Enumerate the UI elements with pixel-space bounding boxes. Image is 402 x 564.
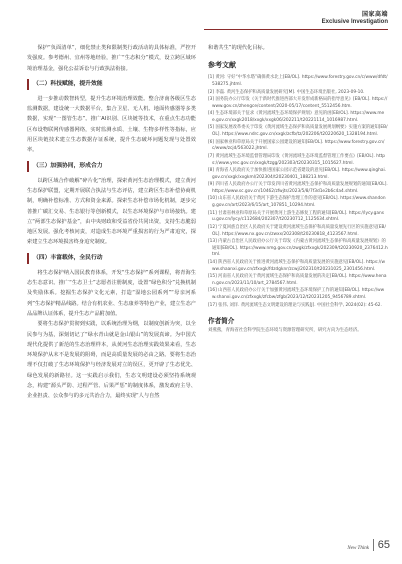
header-divider bbox=[204, 29, 388, 30]
reference-item: [2] 李磊. 黄河生态保护和高质量发展研究[M]. 中国生态环境出版社, 2023-09-10. bbox=[208, 89, 365, 95]
section-heading: （二）科技赋能，提升效能 bbox=[27, 79, 196, 90]
reference-item: [8] 青海省人民政府关于加快推进国家公园示范省建设的意见[EB/OL]. https://www.qinghai.gov.cn/xxgk/xxgkml/202304/t20230401_188213.html. bbox=[208, 168, 387, 180]
page-number: 65 bbox=[377, 539, 390, 551]
body-paragraph: 以跨区域合作破解“碎片化”治理，探索黄河生态治理模式，建立黄河生态保护联盟，定期开展联合执法与生态评估，建立跨区生态补偿协商机制，明确补偿标准、方式和资金来源。探索生态补偿市场化机制，逐步完善推广碳汇交易、生态银行等创新模式，以生态环境保护与市场接轨。建立“两部生态保护基金”，由中央财政和受益省份共同出资，支持生态脆弱地区发展。强化考核问责，对造成生态环境严重损害的行为严肃追究，探索建立生态环境损害终身追究制度。 bbox=[27, 177, 196, 246]
reference-item: [16] 山西省人民政府办公厅关于加强黄河流域生态环境保护工作的通知[EB/OL]. https://www.shanxi.gov.cn/zfxxgk/zfcbw/zfgb/2023/12/t20231205_9456789.shtml. bbox=[208, 288, 385, 301]
reference-item: [13] 内蒙古自治区人民政府办公厅关于印发《内蒙古黄河流域生态保护和高质量发展规划》的通知[EB/OL]. https://www.nmg.gov.cn/zwgk/zfxxgk/202309/t20230920_2376412.html. bbox=[208, 239, 388, 258]
reference-item: [6] 国家林业和草原局关于开展国家公园建设的通知[EB/OL]. https://www.forestry.gov.cn/c/www/zcjd/563022.jhtml. bbox=[208, 139, 385, 152]
author-bio-title: 作者简介 bbox=[208, 317, 235, 326]
body-paragraph: 保护“负面清单”，细化禁止类和限制类行政活动的具体标准，严控开发强度。参考德州、宜州等地经验，推广“生态积分”模式，设立跨区域环境治理基金，强化公益诉讼与行政执法衔接。 bbox=[27, 45, 196, 72]
reference-item: [1] 黄河: 守好“中华水塔”确保黄水北上[EB/OL]. https://www.forestry.gov.cn/c/www/dfdt/538275.jhtml. bbox=[208, 75, 388, 87]
header-title-cn: 国家高端 bbox=[361, 11, 388, 18]
right-column bbox=[208, 43, 388, 335]
reference-item: [15] 河南省人民政府关于黄河流域生态保护和高质量发展的决定[EB/OL]. https://www.henan.gov.cn/2023/11/10/art_2784567.html. bbox=[208, 274, 387, 286]
body-paragraph: 将生态保护纳入国民教育体系，开发“生态保护”系列课程，将青海生态生态意识。推广“生态卫士”志愿者注册制度，设置“绿色积分”兑换机制及奖励体系。挖掘生态保护文化元素，打造“湿地公园系列”“母亲河系列”生态保护精品线路。结合有机农业、生态康养等特色产业，建立生态产品品牌认证体系，提升生态产品附加值。 bbox=[27, 269, 196, 317]
left-column bbox=[27, 43, 196, 402]
reference-item: [3] 国务院办公厅印发《关于新时代推进西部大开发形成新格局的指导意见》[EB/OL]. https://www.gov.cn/zhengce/content/2020-05/17/content_5512456.htm. bbox=[208, 97, 388, 109]
reference-list bbox=[208, 75, 388, 309]
reference-item: [10] 山东省人民政府关于黄河下游生态保护治理工作的意见[EB/OL]. https://www.shandong.gov.cn/art/2023/6/15/art_107851_10294.html. bbox=[208, 196, 386, 209]
section-heading: （三）加强协同，形成合力 bbox=[27, 161, 196, 172]
body-paragraph-continued: 和谐共生”的现代化目标。 bbox=[208, 45, 268, 51]
reference-item: [17] 张伟, 刘洋. 黄河流域生态文明建设的理论与实践[J]. 中国社会科学, 2024(02): 45-62. bbox=[208, 302, 382, 308]
body-paragraph: 进一步推动数智转型，提升生态环境治理效能。整合济南各级区生态监测数据，建设统一大数据平台，集合卫星、无人机、地面传感器等多类数据，实现“一图管生态”。推广AI识别、区块链等技术，在重点生态功能区布设物联网传感器网络，实时监测水质、土壤、生物多样性等指标，应用区块链技术建立生态数据存证系统，提升生态破坏问题发现与处置效率。 bbox=[27, 95, 196, 154]
reference-item: [12] 宁夏回族自治区人民政府关于建设黄河流域生态保护和高质量发展先行区的实施意见[EB/OL]. https://www.nx.gov.cn/zwxx/202308/t20230818_4123567.html. bbox=[208, 224, 386, 237]
reference-item: [11] 甘肃省林业和草原局关于开展黄河上游生态修复工程的通知[EB/OL]. https://lycy.gansu.gov.cn/lycy/c112684/202307/t20230712_1125634.shtml. bbox=[208, 210, 384, 223]
reference-item: [4] 生态环境部关于征求《黄河流域生态环境保护规划》意见的函[EB/OL]. https://www.mee.gov.cn/xxgk2018/xxgk/xxgk06/202211/t20221114_1016987.html. bbox=[208, 111, 385, 123]
page-header bbox=[322, 9, 388, 25]
reference-item: [9] 四川省人民政府办公厅关于印发四川省黄河流域生态保护和高质量发展规划的通知[EB/OL]. https://www.sc.gov.cn/10462/zfwjts/2023/5/8/7f3d1e2b6c4a4.shtml. bbox=[208, 182, 388, 194]
author-bio: 刘燕燕，青海省社会科学院生态环境与资源管理研究所，研究方向为生态经济。 bbox=[208, 328, 362, 334]
magazine-name: New Think bbox=[347, 546, 369, 551]
reference-item: [14] 陕西省人民政府关于推进黄河流域生态保护和高质量发展的实施意见[EB/OL]. https://www.shaanxi.gov.cn/zfxxgk/fdzdgknr/zcwj/202310/t20231025_2301456.html. bbox=[208, 259, 385, 272]
body-paragraph: 要将生态保护贯彻到实践，以系统治理为纲，以制度创新为突，以全民参与为基，深刻切记了“绿水青山就是金山银山”的发展真谛。为中国式现代化提供了新范的生态治理样本，从黄河生态治理实践效果来看，生态环境保护从末不是发展的阻碍，而是高质量发展的必由之路。要将生态治理不仅打破了生态环境保护与经济发展对立的误区，更开辟了生态优先、绿色发展的新路径。这一实践启示我们，生态文明建设必须坚持系统观念，构建“源头严防、过程严管、后果严惩”的制度体系，激发政府主导、企业担责、公众参与的多元共治合力，最终实现“人与自然 bbox=[27, 321, 196, 400]
reference-item: [5] 国家发展改革委关于印发《黄河流域生态保护和高质量发展规划纲要》实施方案的通知[EB/OL]. https://www.ndrc.gov.cn/xxgk/zcfb/tz/202206/t20220620_1328194.html. bbox=[208, 125, 388, 138]
section-heading: （四）丰富载体，全民行动 bbox=[27, 253, 196, 264]
references-title: 参考文献 bbox=[208, 61, 236, 70]
page-footer bbox=[347, 539, 390, 551]
footer-divider bbox=[373, 539, 374, 551]
header-title-en: Exclusive Investigation bbox=[321, 19, 388, 25]
reference-item: [7] 黄河流域生态环境监督管理局印发《黄河流域生态环境监督管理工作要点》[EB/OL]. https://www.yrec.gov.cn/xxgk/tzgg/202303/t20230315_1015627.html. bbox=[208, 153, 386, 166]
